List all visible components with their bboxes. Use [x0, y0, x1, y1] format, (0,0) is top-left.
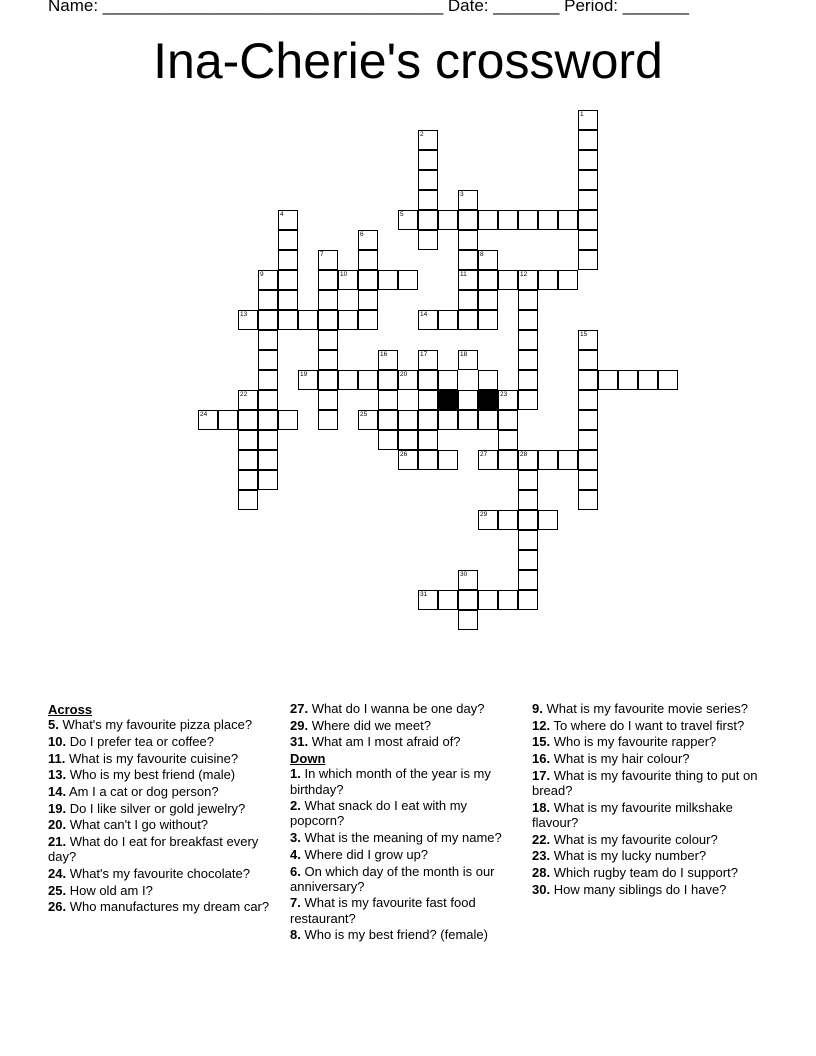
grid-cell[interactable]: [458, 610, 478, 630]
grid-cell[interactable]: [518, 350, 538, 370]
grid-cell[interactable]: [578, 410, 598, 430]
grid-cell[interactable]: [578, 350, 598, 370]
grid-cell[interactable]: [278, 210, 298, 230]
clue-number: 12: [520, 271, 528, 278]
grid-cell[interactable]: [258, 310, 278, 330]
clue-num: 7.: [290, 895, 301, 911]
down-clue: [290, 895, 518, 925]
clue-text: What am I most afraid of?: [311, 734, 461, 750]
clue-text: What is my hair colour?: [553, 751, 690, 767]
across-clue: [48, 899, 278, 914]
grid-cell[interactable]: [258, 270, 278, 290]
clue-num: 12.: [532, 717, 551, 733]
grid-cell[interactable]: [398, 450, 418, 470]
clue-number: 22: [240, 391, 248, 398]
clue-num: 13.: [48, 767, 67, 783]
grid-cell[interactable]: [298, 310, 318, 330]
clue-number: 7: [320, 251, 324, 258]
grid-cell[interactable]: [518, 530, 538, 550]
clue-number: 28: [520, 451, 528, 458]
grid-cell[interactable]: [458, 590, 478, 610]
clue-num: 4.: [290, 846, 301, 862]
clue-text: Am I a cat or dog person?: [68, 784, 219, 800]
grid-cell[interactable]: [258, 330, 278, 350]
grid-cell[interactable]: [258, 450, 278, 470]
clue-number: 4: [280, 211, 284, 218]
clue-text: Who manufactures my dream car?: [69, 899, 270, 915]
grid-cell[interactable]: [358, 290, 378, 310]
clue-num: 21.: [48, 834, 67, 850]
grid-cell[interactable]: [518, 210, 538, 230]
down-clue: [290, 864, 518, 894]
grid-cell[interactable]: [498, 390, 518, 410]
grid-cell[interactable]: [478, 510, 498, 530]
grid-cell[interactable]: [398, 430, 418, 450]
grid-cell[interactable]: [578, 330, 598, 350]
across-clue: [48, 834, 278, 864]
clue-text: What can't I go without?: [69, 817, 209, 833]
grid-cell[interactable]: [278, 310, 298, 330]
clue-number: 13: [240, 311, 248, 318]
grid-cell[interactable]: [478, 410, 498, 430]
clue-num: 9.: [532, 701, 543, 716]
clue-num: 3.: [290, 830, 301, 846]
down-clue: [290, 927, 518, 942]
down-clue: [532, 882, 760, 897]
down-clue: [532, 701, 760, 716]
grid-cell[interactable]: [538, 450, 558, 470]
clue-text: What is the meaning of my name?: [304, 830, 502, 846]
grid-cell[interactable]: [538, 270, 558, 290]
grid-cell[interactable]: [358, 230, 378, 250]
grid-cell[interactable]: [478, 270, 498, 290]
clue-number: 14: [420, 311, 428, 318]
grid-cell[interactable]: [498, 510, 518, 530]
grid-cell[interactable]: [518, 450, 538, 470]
black-square: [478, 390, 498, 410]
grid-cell[interactable]: [458, 230, 478, 250]
clue-text: In which month of the year is my birthday?: [290, 766, 491, 797]
down-clue: [290, 847, 518, 862]
grid-cell[interactable]: [278, 410, 298, 430]
clues-column-1: [48, 701, 278, 916]
grid-cell[interactable]: [578, 150, 598, 170]
grid-cell[interactable]: [498, 450, 518, 470]
grid-cell[interactable]: [258, 370, 278, 390]
across-clue: [48, 866, 278, 881]
grid-cell[interactable]: [478, 370, 498, 390]
down-clue: [532, 734, 760, 749]
clue-num: 27.: [290, 701, 309, 716]
grid-cell[interactable]: [378, 270, 398, 290]
grid-cell[interactable]: [458, 390, 478, 410]
clue-text: Do I like silver or gold jewelry?: [69, 800, 246, 816]
grid-cell[interactable]: [558, 270, 578, 290]
clue-number: 15: [580, 331, 588, 338]
down-clue: [290, 766, 518, 796]
grid-cell[interactable]: [518, 370, 538, 390]
grid-cell[interactable]: [378, 410, 398, 430]
grid-cell[interactable]: [238, 430, 258, 450]
grid-cell[interactable]: [418, 390, 438, 410]
clue-text: Where did we meet?: [311, 717, 431, 733]
across-clue: [290, 734, 518, 749]
clue-number: 26: [400, 451, 408, 458]
grid-cell[interactable]: [458, 290, 478, 310]
clue-number: 5: [400, 211, 404, 218]
grid-cell[interactable]: [518, 330, 538, 350]
grid-cell[interactable]: [458, 190, 478, 210]
grid-cell[interactable]: [518, 510, 538, 530]
clue-num: 24.: [48, 866, 67, 882]
grid-cell[interactable]: [458, 250, 478, 270]
grid-cell[interactable]: [658, 370, 678, 390]
grid-cell[interactable]: [478, 210, 498, 230]
grid-cell[interactable]: [578, 230, 598, 250]
grid-cell[interactable]: [418, 150, 438, 170]
grid-cell[interactable]: [558, 210, 578, 230]
clue-text: What is my favourite colour?: [553, 831, 718, 847]
grid-cell[interactable]: [438, 410, 458, 430]
grid-cell[interactable]: [498, 430, 518, 450]
grid-cell[interactable]: [418, 190, 438, 210]
grid-cell[interactable]: [338, 370, 358, 390]
clue-text: What is my lucky number?: [553, 848, 707, 864]
clue-text: What is my favourite thing to put on bread?: [532, 767, 758, 799]
clue-number: 10: [340, 271, 348, 278]
clue-text: To where do I want to travel first?: [553, 717, 745, 733]
clue-text: What is my favourite fast food restaurant?: [290, 895, 476, 926]
grid-cell[interactable]: [258, 470, 278, 490]
clue-number: 23: [500, 391, 508, 398]
across-clue: [48, 801, 278, 816]
grid-cell[interactable]: [198, 410, 218, 430]
clue-num: 18.: [532, 799, 551, 815]
clue-number: 30: [460, 571, 468, 578]
grid-cell[interactable]: [418, 410, 438, 430]
grid-cell[interactable]: [438, 450, 458, 470]
down-heading: Down: [290, 751, 326, 767]
clue-text: Who is my best friend? (female): [304, 927, 488, 943]
grid-cell[interactable]: [398, 210, 418, 230]
grid-cell[interactable]: [418, 170, 438, 190]
across-clue: [48, 734, 278, 749]
down-clue: [532, 751, 760, 766]
grid-cell[interactable]: [238, 490, 258, 510]
student-info-line: Name: ____________________________________ Date: _______ Period: _______: [48, 0, 689, 15]
clue-text: How many siblings do I have?: [553, 881, 727, 897]
grid-cell[interactable]: [398, 270, 418, 290]
grid-cell[interactable]: [578, 450, 598, 470]
clue-text: What is my favourite milkshake flavour?: [532, 799, 733, 830]
across-clue: [48, 717, 278, 732]
clue-number: 31: [420, 591, 428, 598]
grid-cell[interactable]: [458, 270, 478, 290]
clue-text: On which day of the month is our anniversary?: [290, 863, 495, 894]
grid-cell[interactable]: [358, 370, 378, 390]
clue-number: 24: [200, 411, 208, 418]
clue-num: 10.: [48, 733, 67, 749]
grid-cell[interactable]: [358, 250, 378, 270]
grid-cell[interactable]: [498, 590, 518, 610]
across-heading: Across: [48, 702, 93, 717]
grid-cell[interactable]: [418, 590, 438, 610]
down-clue: [532, 832, 760, 847]
clue-number: 16: [380, 351, 388, 358]
grid-cell[interactable]: [418, 350, 438, 370]
page-title: Ina-Cherie's crossword: [153, 33, 663, 89]
grid-cell[interactable]: [258, 350, 278, 370]
clue-num: 16.: [532, 751, 551, 767]
clue-number: 19: [300, 371, 308, 378]
clue-text: What's my favourite chocolate?: [69, 866, 250, 882]
down-clue: [532, 800, 760, 830]
grid-cell[interactable]: [578, 390, 598, 410]
grid-cell[interactable]: [318, 410, 338, 430]
clues-column-3: [532, 701, 760, 898]
across-clue: [48, 784, 278, 799]
grid-cell[interactable]: [578, 370, 598, 390]
grid-cell[interactable]: [518, 570, 538, 590]
grid-cell[interactable]: [398, 410, 418, 430]
clues-column-2: [290, 701, 518, 944]
grid-cell[interactable]: [578, 130, 598, 150]
grid-cell[interactable]: [458, 210, 478, 230]
grid-cell[interactable]: [578, 210, 598, 230]
down-clue: [532, 718, 760, 733]
grid-cell[interactable]: [258, 290, 278, 310]
grid-cell[interactable]: [558, 450, 578, 470]
clue-number: 1: [580, 111, 584, 118]
down-clue: [290, 830, 518, 845]
grid-cell[interactable]: [518, 590, 538, 610]
grid-cell[interactable]: [278, 270, 298, 290]
grid-cell[interactable]: [318, 390, 338, 410]
grid-cell[interactable]: [518, 490, 538, 510]
clue-num: 20.: [48, 817, 67, 833]
clue-number: 6: [360, 231, 364, 238]
grid-cell[interactable]: [618, 370, 638, 390]
clue-number: 17: [420, 351, 428, 358]
grid-cell[interactable]: [218, 410, 238, 430]
grid-cell[interactable]: [238, 450, 258, 470]
clue-num: 29.: [290, 717, 309, 733]
clue-number: 20: [400, 371, 408, 378]
clue-num: 14.: [48, 784, 67, 800]
grid-cell[interactable]: [578, 430, 598, 450]
grid-cell[interactable]: [458, 410, 478, 430]
grid-cell[interactable]: [318, 310, 338, 330]
grid-cell[interactable]: [478, 450, 498, 470]
grid-cell[interactable]: [258, 430, 278, 450]
clue-number: 27: [480, 451, 488, 458]
grid-cell[interactable]: [518, 290, 538, 310]
grid-cell[interactable]: [318, 370, 338, 390]
clue-num: 31.: [290, 734, 309, 750]
grid-cell[interactable]: [238, 470, 258, 490]
grid-cell[interactable]: [358, 270, 378, 290]
grid-cell[interactable]: [418, 370, 438, 390]
grid-cell[interactable]: [478, 290, 498, 310]
grid-cell[interactable]: [538, 510, 558, 530]
grid-cell[interactable]: [578, 490, 598, 510]
clue-number: 8: [480, 251, 484, 258]
grid-cell[interactable]: [598, 370, 618, 390]
grid-cell[interactable]: [518, 390, 538, 410]
down-clue: [532, 768, 760, 798]
clue-num: 11.: [48, 750, 66, 766]
clue-number: 29: [480, 511, 488, 518]
grid-cell[interactable]: [518, 310, 538, 330]
grid-cell[interactable]: [458, 310, 478, 330]
grid-cell[interactable]: [418, 210, 438, 230]
across-clue: [48, 817, 278, 832]
clue-num: 17.: [532, 767, 551, 783]
grid-cell[interactable]: [578, 110, 598, 130]
grid-cell[interactable]: [398, 370, 418, 390]
clue-text: What is my favourite movie series?: [546, 701, 749, 716]
grid-cell[interactable]: [458, 350, 478, 370]
grid-cell[interactable]: [318, 330, 338, 350]
grid-cell[interactable]: [278, 230, 298, 250]
clue-num: 1.: [290, 766, 301, 782]
clue-text: Which rugby team do I support?: [553, 865, 738, 881]
grid-cell[interactable]: [378, 370, 398, 390]
clue-num: 30.: [532, 881, 551, 897]
grid-cell[interactable]: [518, 550, 538, 570]
grid-cell[interactable]: [518, 470, 538, 490]
across-clue: [290, 718, 518, 733]
clue-text: What do I wanna be one day?: [311, 701, 485, 716]
grid-cell[interactable]: [338, 310, 358, 330]
grid-cell[interactable]: [358, 410, 378, 430]
grid-cell[interactable]: [238, 410, 258, 430]
grid-cell[interactable]: [578, 190, 598, 210]
clue-number: 25: [360, 411, 368, 418]
clue-text: What is my favourite cuisine?: [68, 750, 239, 766]
across-clue: [290, 701, 518, 716]
down-clue: [532, 865, 760, 880]
grid-cell[interactable]: [378, 350, 398, 370]
clue-text: What snack do I eat with my popcorn?: [290, 798, 468, 829]
clue-text: What's my favourite pizza place?: [62, 717, 253, 733]
clue-num: 2.: [290, 798, 301, 814]
clue-text: How old am I?: [69, 882, 153, 898]
down-clue: [290, 798, 518, 828]
clue-number: 9: [260, 271, 264, 278]
grid-cell[interactable]: [438, 210, 458, 230]
grid-cell[interactable]: [258, 410, 278, 430]
grid-cell[interactable]: [498, 410, 518, 430]
clue-num: 8.: [290, 927, 301, 943]
grid-cell[interactable]: [418, 310, 438, 330]
black-square: [438, 390, 458, 410]
clue-num: 26.: [48, 899, 67, 915]
grid-cell[interactable]: [518, 270, 538, 290]
clue-number: 3: [460, 191, 464, 198]
grid-cell[interactable]: [578, 250, 598, 270]
clue-num: 19.: [48, 800, 67, 816]
grid-cell[interactable]: [278, 290, 298, 310]
grid-cell[interactable]: [418, 430, 438, 450]
grid-cell[interactable]: [378, 390, 398, 410]
clue-number: 18: [460, 351, 468, 358]
grid-cell[interactable]: [318, 250, 338, 270]
grid-cell[interactable]: [418, 130, 438, 150]
grid-cell[interactable]: [438, 310, 458, 330]
grid-cell[interactable]: [238, 310, 258, 330]
clue-text: Where did I grow up?: [304, 846, 429, 862]
grid-cell[interactable]: [478, 310, 498, 330]
clue-num: 28.: [532, 865, 551, 881]
clue-num: 15.: [532, 734, 551, 750]
grid-cell[interactable]: [578, 170, 598, 190]
clue-text: Who is my best friend (male): [69, 767, 236, 783]
grid-cell[interactable]: [338, 270, 358, 290]
across-clue: [48, 751, 278, 766]
grid-cell[interactable]: [478, 590, 498, 610]
grid-cell[interactable]: [238, 390, 258, 410]
grid-cell[interactable]: [438, 590, 458, 610]
grid-cell[interactable]: [318, 350, 338, 370]
across-clue: [48, 767, 278, 782]
clue-num: 5.: [48, 717, 59, 733]
clue-number: 11: [460, 271, 467, 278]
clue-num: 6.: [290, 863, 301, 879]
across-clue: [48, 883, 278, 898]
grid-cell[interactable]: [578, 470, 598, 490]
grid-cell[interactable]: [378, 430, 398, 450]
clue-text: What do I eat for breakfast every day?: [48, 834, 259, 865]
grid-cell[interactable]: [358, 310, 378, 330]
grid-cell[interactable]: [478, 250, 498, 270]
grid-cell[interactable]: [418, 230, 438, 250]
clue-num: 25.: [48, 882, 67, 898]
grid-cell[interactable]: [278, 250, 298, 270]
grid-cell[interactable]: [458, 570, 478, 590]
clue-text: Do I prefer tea or coffee?: [69, 733, 214, 749]
grid-cell[interactable]: [258, 390, 278, 410]
grid-cell[interactable]: [498, 210, 518, 230]
clue-number: 2: [420, 131, 424, 138]
grid-cell[interactable]: [318, 290, 338, 310]
grid-cell[interactable]: [438, 370, 458, 390]
clue-text: Who is my favourite rapper?: [553, 734, 717, 750]
grid-cell[interactable]: [538, 210, 558, 230]
grid-cell[interactable]: [318, 270, 338, 290]
clue-num: 23.: [532, 848, 551, 864]
grid-cell[interactable]: [298, 370, 318, 390]
clue-num: 22.: [532, 831, 551, 847]
down-clue: [532, 848, 760, 863]
grid-cell[interactable]: [418, 450, 438, 470]
grid-cell[interactable]: [638, 370, 658, 390]
grid-cell[interactable]: [498, 270, 518, 290]
